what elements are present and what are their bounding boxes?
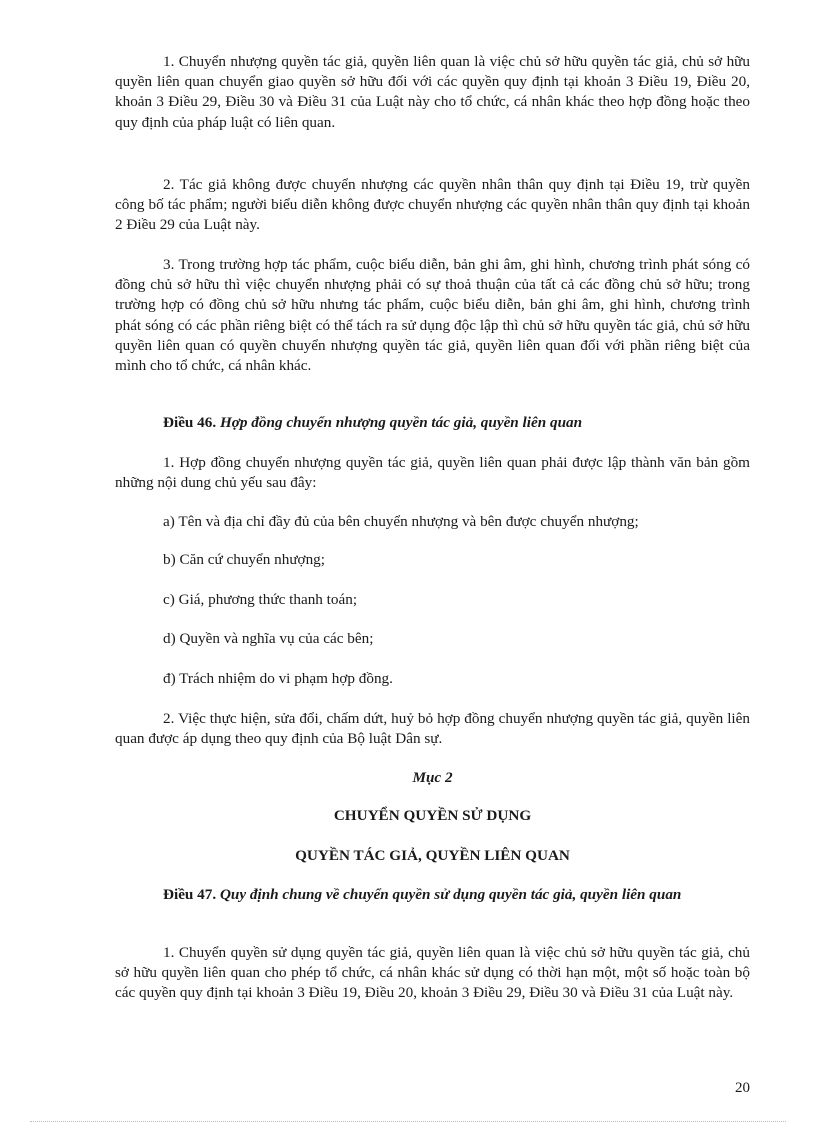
article-47-label: Điều 47. <box>163 886 217 903</box>
paragraph-46-1: 1. Hợp đồng chuyển nhượng quyền tác giả, quyền liên quan phải được lập thành văn bản gồm những nội dung chủ yếu sau đây: <box>115 454 750 492</box>
list-item-c: c) Giá, phương thức thanh toán; <box>163 591 358 608</box>
article-46-label: Điều 46. <box>163 414 217 431</box>
list-item-dd: đ) Trách nhiệm do vi phạm hợp đồng. <box>163 670 393 687</box>
paragraph-46-2: 2. Việc thực hiện, sửa đổi, chấm dứt, huỷ bỏ hợp đồng chuyển nhượng quyền tác giả, quyền liên quan được áp dụng theo quy định của Bộ luật Dân sự. <box>115 710 750 748</box>
section-title-line-1: CHUYỂN QUYỀN SỬ DỤNG <box>333 807 532 824</box>
footer-divider <box>30 1121 786 1122</box>
list-item-d: d) Quyền và nghĩa vụ của các bên; <box>163 630 374 647</box>
article-47-title: Quy định chung về chuyển quyền sử dụng quyền tác giả, quyền liên quan <box>219 886 682 903</box>
paragraph-45-3: 3. Trong trường hợp tác phẩm, cuộc biểu diễn, bản ghi âm, ghi hình, chương trình phát sóng có đồng chủ sở hữu thì việc chuyển nhượng phải có sự thoả thuận của tất cả các đồng chủ sở hữu; trong trường hợp có đồng chủ sở hữu nhưng tác phẩm, cuộc biểu diễn, bản ghi âm, ghi hình, chương trình phát sóng có các phần riêng biệt có thể tách ra sử dụng độc lập thì chủ sở hữu quyền tác giả, chủ sở hữu quyền liên quan có quyền chuyển nhượng quyền tác giả, quyền liên quan đối với phần riêng biệt của mình cho tổ chức, cá nhân khác. <box>115 256 750 375</box>
list-item-b: b) Căn cứ chuyển nhượng; <box>163 551 325 568</box>
paragraph-45-1: 1. Chuyển nhượng quyền tác giả, quyền liên quan là việc chủ sở hữu quyền tác giả, chủ sở hữu quyền liên quan chuyển giao quyền sở hữu đối với các quyền quy định tại khoản 3 Điều 19, Điều 20, khoản 3 Điều 29, Điều 30 và Điều 31 của Luật này cho tổ chức, cá nhân khác theo hợp đồng hoặc theo quy định của pháp luật có liên quan. <box>115 53 750 131</box>
page-number: 20 <box>735 1080 750 1096</box>
section-label: Mục 2 <box>412 769 453 786</box>
article-47-heading <box>115 885 750 905</box>
list-item-a: a) Tên và địa chỉ đầy đủ của bên chuyển nhượng và bên được chuyển nhượng; <box>163 513 639 530</box>
section-title-line-2: QUYỀN TÁC GIẢ, QUYỀN LIÊN QUAN <box>295 847 570 864</box>
paragraph-45-2: 2. Tác giả không được chuyển nhượng các quyền nhân thân quy định tại Điều 19, trừ quyền công bố tác phẩm; người biểu diễn không được chuyển nhượng các quyền nhân thân quy định tại khoản 2 Điều 29 của Luật này. <box>115 176 750 234</box>
article-46-heading <box>115 413 750 433</box>
article-46-title: Hợp đồng chuyển nhượng quyền tác giả, quyền liên quan <box>219 414 583 431</box>
paragraph-47-1: 1. Chuyển quyền sử dụng quyền tác giả, quyền liên quan là việc chủ sở hữu quyền tác giả, chủ sở hữu quyền liên quan cho phép tổ chức, cá nhân khác sử dụng có thời hạn một, một số hoặc toàn bộ các quyền quy định tại khoản 3 Điều 19, Điều 20, khoản 3 Điều 29, Điều 30 và Điều 31 của Luật này. <box>115 944 750 1002</box>
